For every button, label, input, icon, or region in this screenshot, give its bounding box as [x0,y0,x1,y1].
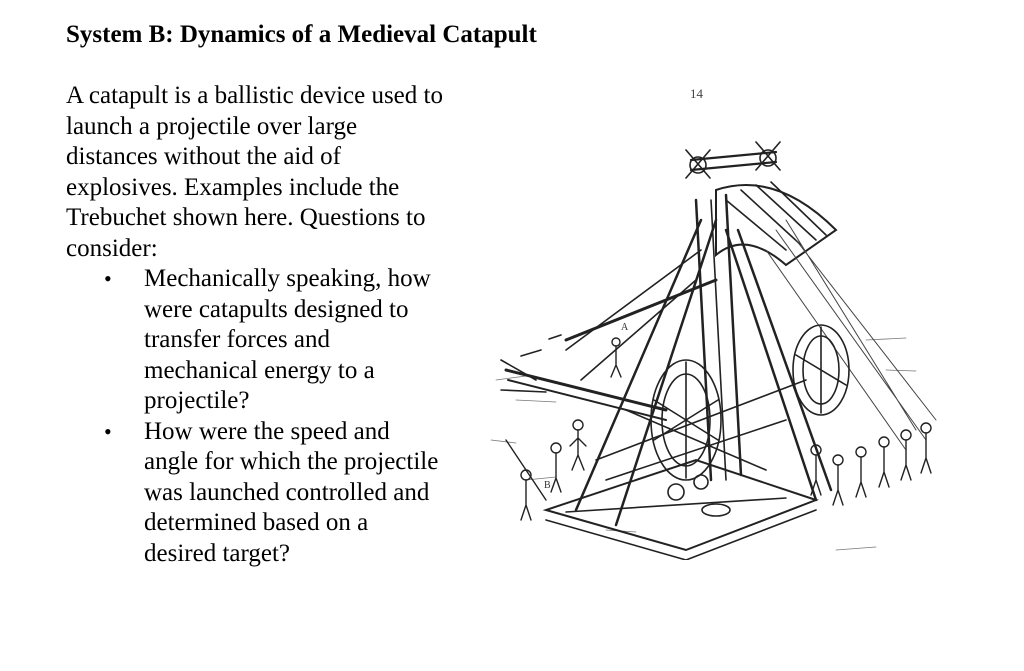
figure-label-a: A [621,322,629,333]
question-text: Mechanically speaking, how were catapults designed to transfer forces and mechanical energy to a projectile? [144,265,431,414]
bullet-icon: • [104,266,112,291]
figure-page-number: 14 [690,86,703,101]
question-text: How were the speed and angle for which the projectile was launched controlled and determined based on a desired target? [144,417,439,567]
bullet-icon: • [104,418,112,444]
page-title: System B: Dynamics of a Medieval Catapult [66,21,537,48]
question-item [66,264,446,417]
figure-label-b: B [544,480,551,491]
question-item [66,417,446,570]
intro-block [66,81,446,569]
intro-paragraph: A catapult is a ballistic device used to launch a projectile over large distances without the aid of explosives. Examples include the Trebuchet shown here. Questions to consider: [66,82,443,262]
question-list [66,264,446,569]
trebuchet-illustration [486,80,946,560]
trebuchet-engraving-icon [491,142,936,560]
